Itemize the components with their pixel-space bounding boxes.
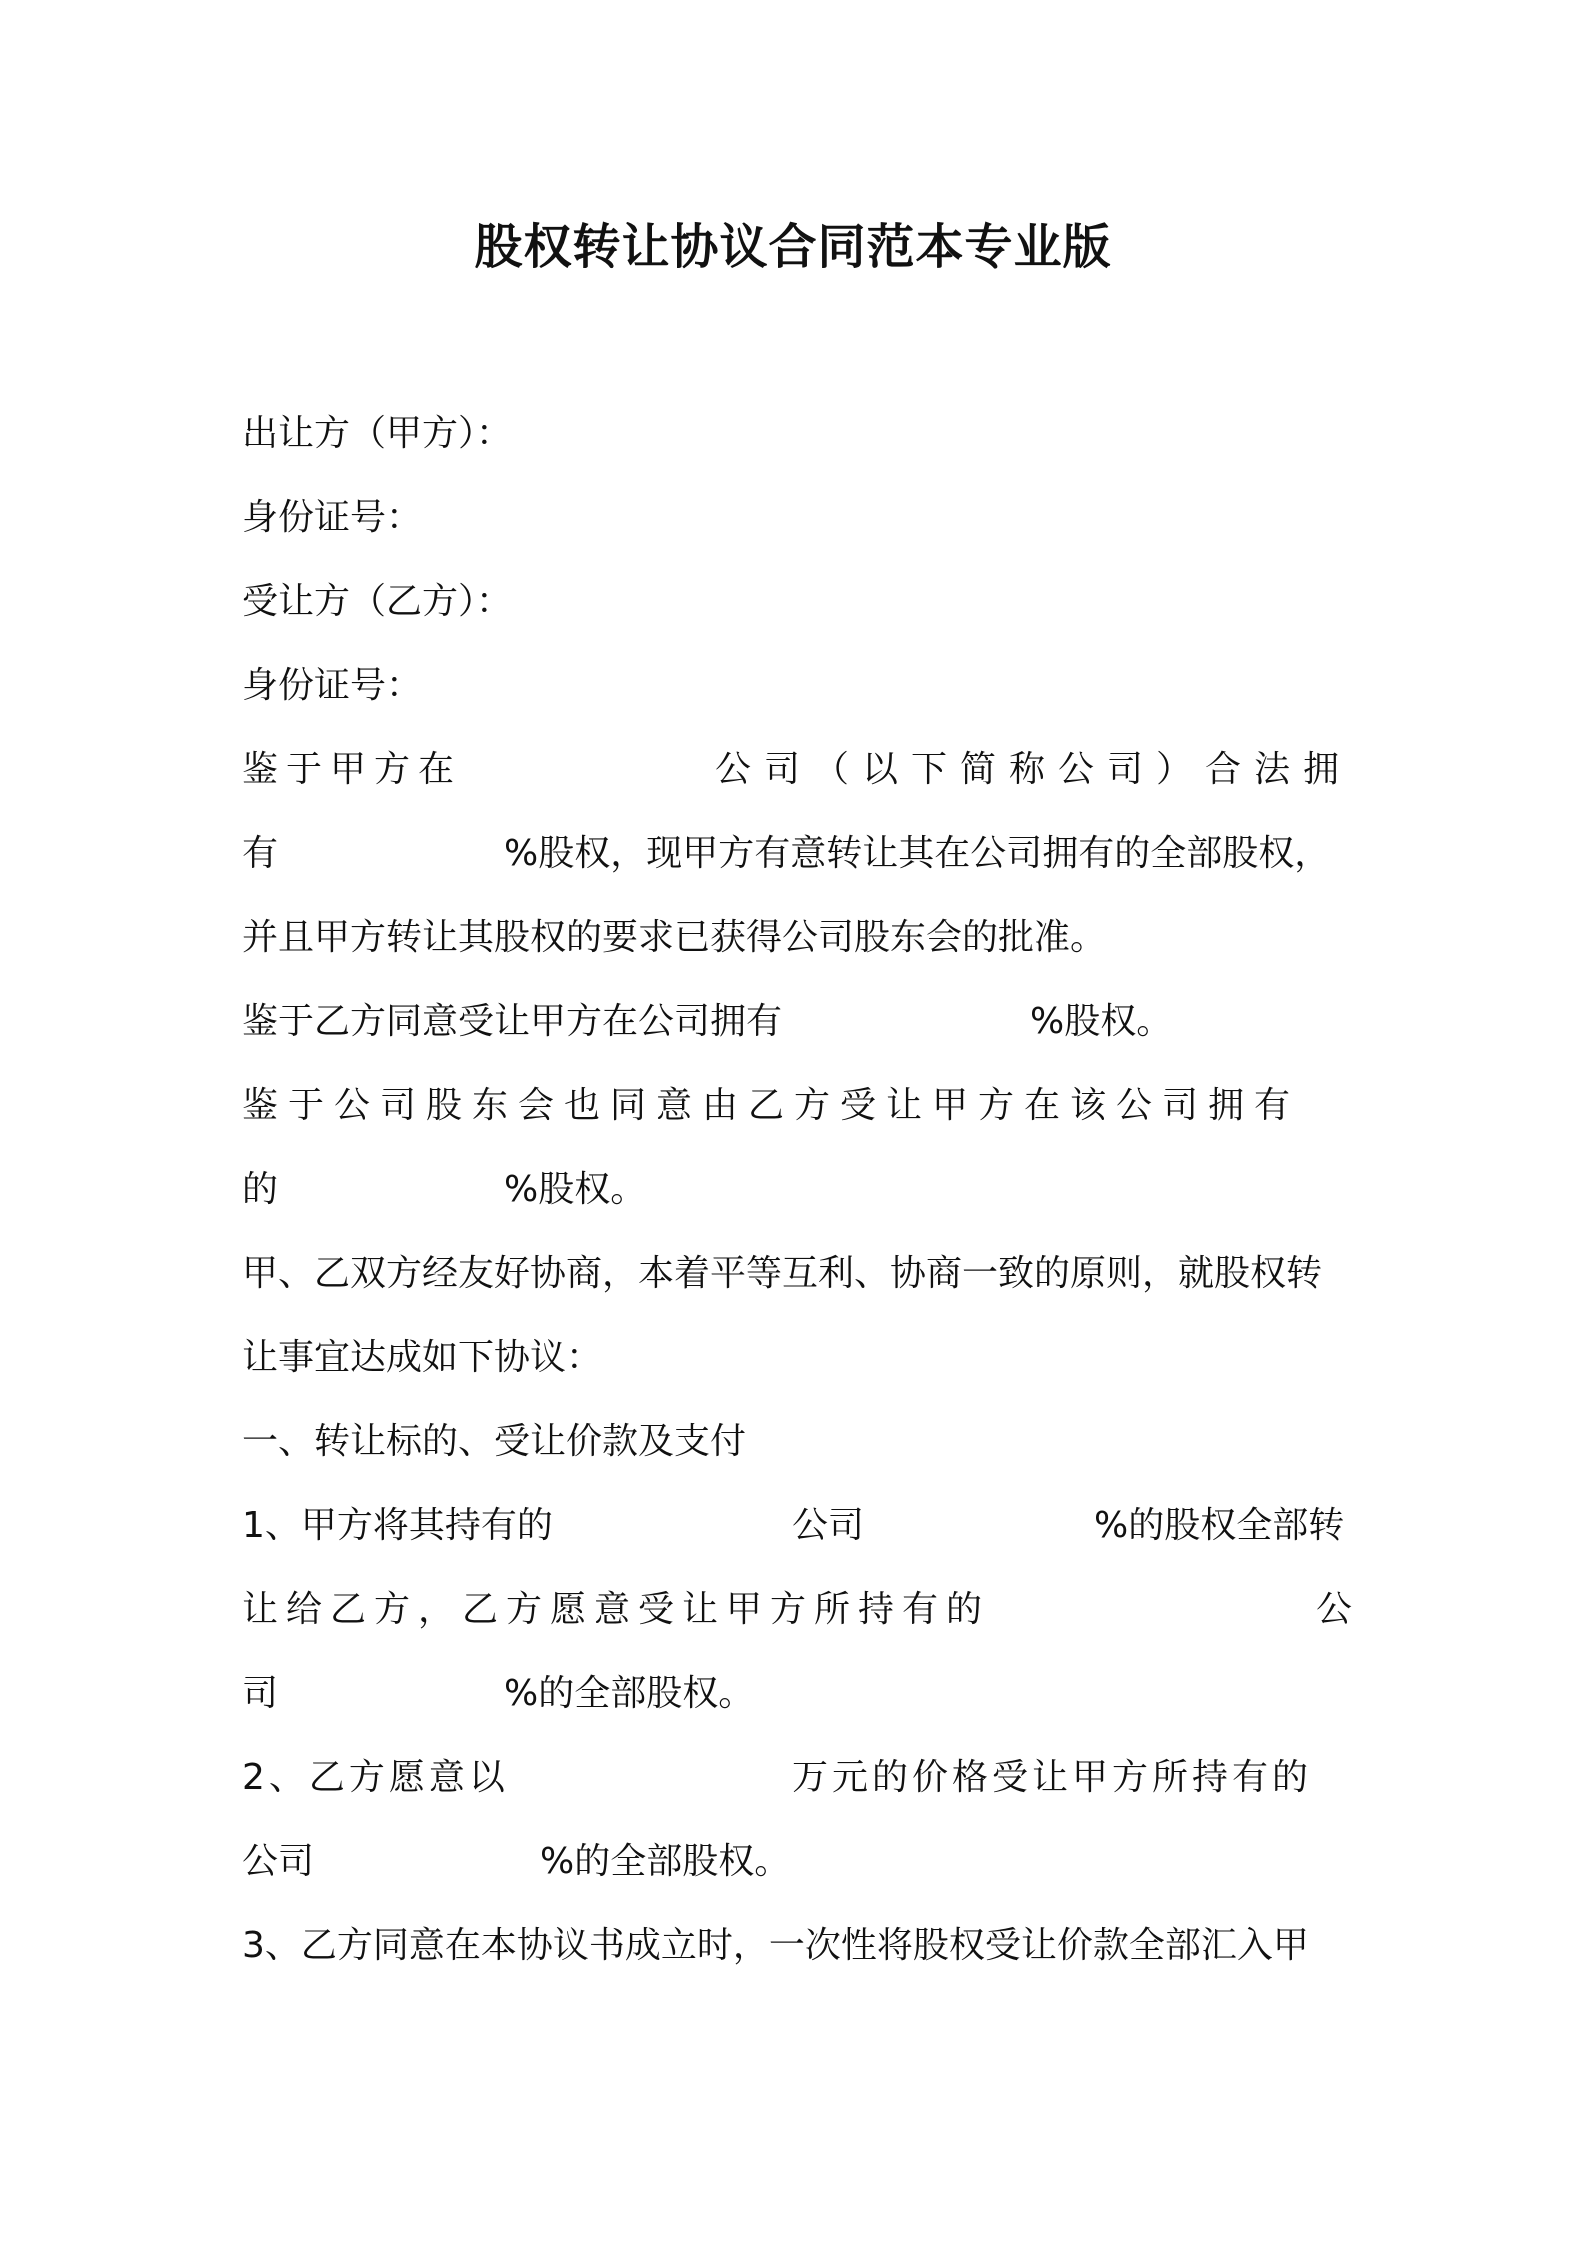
recital-text: 有 — [242, 833, 279, 874]
clause-text: 3、乙方同意在本协议书成立时，一次性将股权受让价款全部汇入甲 — [242, 1925, 1309, 1966]
clause-1-line-1 — [242, 1496, 1352, 1556]
transferee-id-field — [242, 656, 1352, 716]
clause-text: 公 — [1316, 1589, 1353, 1630]
clause-1-line-3 — [242, 1664, 1352, 1724]
recital-text: %股权，现甲方有意转让其在公司拥有的全部股权， — [504, 833, 1331, 874]
document-title: 股权转让协议合同范本专业版 — [474, 219, 1112, 275]
transferor-field — [242, 404, 1352, 464]
clause-3-line-1 — [242, 1916, 1352, 1976]
recital-text: 公司（以下简称公司）合法拥 — [714, 749, 1352, 790]
recital-3-line-1 — [242, 1076, 1352, 1136]
recital-text: 的 — [242, 1169, 279, 1210]
clause-2-line-1 — [242, 1748, 1352, 1808]
section-1-heading — [242, 1412, 1352, 1472]
clause-text: 公司 — [242, 1841, 315, 1882]
section-heading: 一、转让标的、受让价款及支付 — [242, 1421, 747, 1462]
clause-1-line-2 — [242, 1580, 1352, 1640]
transferor-id-field — [242, 488, 1352, 548]
clause-text: 1、甲方将其持有的 — [242, 1505, 553, 1546]
recital-text: 甲、乙双方经友好协商，本着平等互利、协商一致的原则，就股权转 — [242, 1253, 1323, 1294]
recital-text: %股权。 — [1030, 1001, 1173, 1042]
recital-text: %股权。 — [504, 1169, 647, 1210]
recital-4-line-1 — [242, 1244, 1352, 1304]
recital-1-line-3 — [242, 908, 1352, 968]
clause-text: 让给乙方，乙方愿意受让甲方所持有的 — [242, 1589, 991, 1630]
transferee-id-label: 身份证号： — [242, 665, 423, 706]
clause-text: %的全部股权。 — [540, 1841, 791, 1882]
recital-3-line-2 — [242, 1160, 1352, 1220]
recital-4-line-2 — [242, 1328, 1352, 1388]
clause-text: %的股权全部转 — [1094, 1505, 1345, 1546]
recital-2 — [242, 992, 1352, 1052]
recital-text: 并且甲方转让其股权的要求已获得公司股东会的批准。 — [242, 917, 1107, 958]
transferee-label: 受让方（乙方）： — [242, 581, 513, 622]
clause-text: 公司 — [792, 1505, 865, 1546]
transferee-field — [242, 572, 1352, 632]
recital-text: 让事宜达成如下协议： — [242, 1337, 603, 1378]
clause-text: 司 — [242, 1673, 279, 1714]
clause-text: 2、乙方愿意以 — [242, 1757, 509, 1798]
recital-text: 鉴于公司股东会也同意由乙方受让甲方在该公司拥有 — [242, 1085, 1301, 1126]
recital-text: 鉴于甲方在 — [242, 749, 463, 790]
recital-text: 鉴于乙方同意受让甲方在公司拥有 — [242, 1001, 783, 1042]
clause-2-line-2 — [242, 1832, 1352, 1892]
recital-1-line-2 — [242, 824, 1352, 884]
clause-text: %的全部股权。 — [504, 1673, 755, 1714]
transferor-label: 出让方（甲方）： — [242, 413, 513, 454]
clause-text: 万元的价格受让甲方所持有的 — [792, 1757, 1313, 1798]
recital-1-line-1 — [242, 740, 1352, 800]
transferor-id-label: 身份证号： — [242, 497, 423, 538]
